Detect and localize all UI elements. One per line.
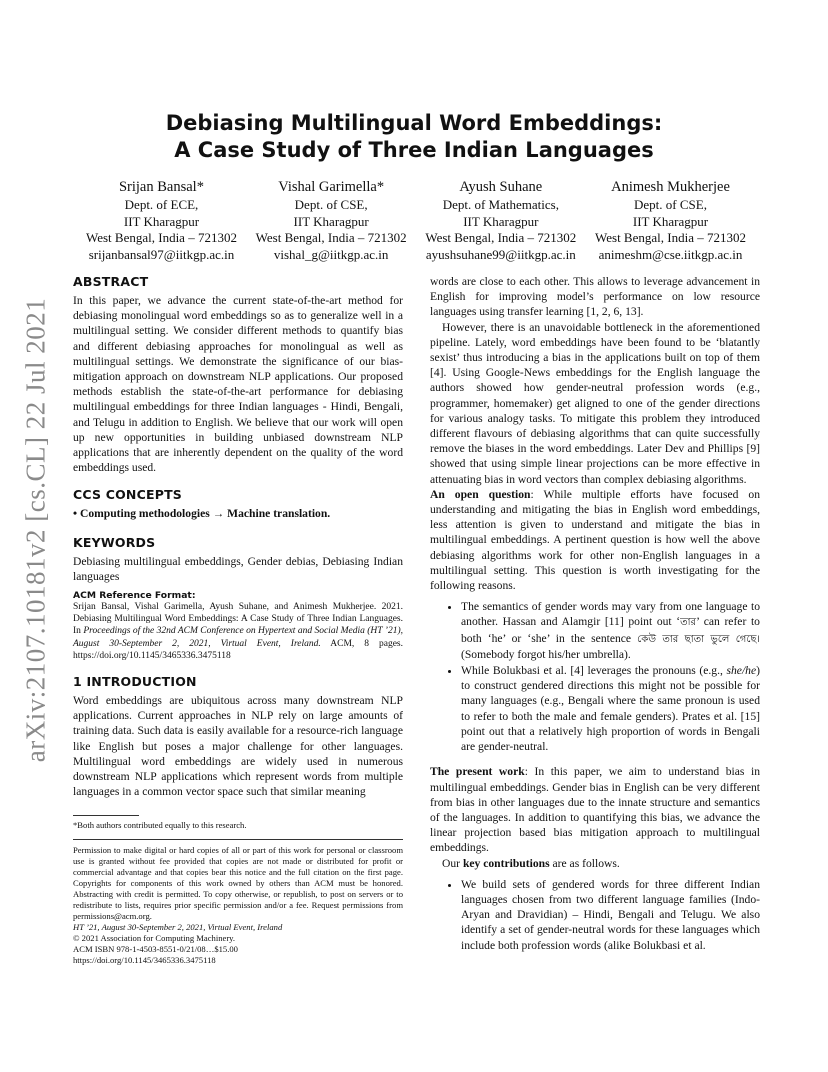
author-3: [425, 178, 576, 263]
open-question-label: An open question: [430, 487, 531, 501]
list-item: [461, 599, 760, 662]
bullet-text: ’ can refer to both ‘he’ or ‘she’ in the sentence: [461, 615, 760, 645]
open-question-paragraph: [430, 487, 760, 593]
author-inst: IIT Kharagpur: [123, 213, 200, 229]
author-name: Animesh Mukherjee: [611, 179, 730, 195]
permission-text: Permission to make digital or hard copies of all or part of this work for personal or classroom use is granted without fee provided that copies are not made or distributed for profit or commercial advantage and that copies bear this notice and the full citation on the first page. Copyrights for components of this work owned by others than ACM must be honored. Abstracting with credit is permitted. To copy otherwise, or republish, to post on servers or to redistribute to lists, requires prior specific permission and/or a fee. Request permissions from permissions@acm.org.: [73, 845, 403, 922]
arxiv-identifier: arXiv:2107.10181v2 [cs.CL] 22 Jul 2021: [20, 297, 51, 763]
permission-venue: HT ’21, August 30-September 2, 2021, Virtual Event, Ireland: [73, 922, 283, 933]
keywords-text: Debiasing multilingual embeddings, Gender debias, Debiasing Indian languages: [73, 554, 403, 583]
present-work-text: : In this paper, we aim to understand bias in multilingual embeddings. Gender bias in English can be very different from bias in other languages due to the innate structure and semantics of the languages. In addition to quantifying this bias, we advance the linear projection based bias mitigation approach to multilingual embeddings.: [430, 765, 760, 855]
author-inst: IIT Kharagpur: [632, 213, 709, 229]
contributions-text: Our: [442, 856, 463, 870]
present-work-paragraph: [430, 764, 760, 855]
reference-text: Srijan Bansal, Vishal Garimella, Ayush Suhane, and Animesh Mukherjee. 2021. Debiasing Multilingual Word Embeddings: A Case Study of Three Indian Languages. In: [73, 602, 403, 637]
arxiv-sidebar: [8, 270, 64, 790]
author-location: West Bengal, India – 721302: [595, 230, 746, 245]
bullet-text: The semantics of gender words may vary from one language to another. Hassan and Alamgir [11] point out ‘: [461, 600, 760, 629]
keywords-heading: KEYWORDS: [73, 534, 156, 550]
abstract-heading: ABSTRACT: [73, 274, 149, 289]
permission-block: [73, 839, 403, 966]
author-dept: Dept. of CSE,: [294, 197, 368, 212]
author-1: [86, 178, 237, 263]
present-work-label: The present work: [430, 765, 525, 779]
bullet-text: ) to construct gendered directions this might not be possible for many languages (e.g., Bengali where the same pronoun is used to refer to both the male and female genders). Prates et al. [15] point out that a relatively high proportion of words in Bengali are gender-neutral.: [461, 664, 760, 754]
author-location: West Bengal, India – 721302: [255, 230, 407, 245]
author-inst: IIT Kharagpur: [463, 213, 539, 229]
reference-tail: ACM, 8 pages. https://doi.org/10.1145/3465336.3475118: [73, 638, 403, 661]
footnote: *Both authors contributed equally to this research.: [73, 820, 247, 831]
bullet-text: While Bolukbasi et al. [4] leverages the pronouns (e.g.,: [461, 664, 727, 678]
author-block: [86, 178, 746, 263]
permission-doi: https://doi.org/10.1145/3465336.3475118: [73, 955, 216, 966]
contributions-label: key contributions: [462, 856, 550, 870]
contributions-list: [430, 877, 760, 953]
reference-venue: Proceedings of the 32nd ACM Conference on Hypertext and Social Media (HT ’21), August 30-September 2, 2021, Virtual Event, Ireland.: [73, 626, 403, 649]
left-column: [73, 274, 403, 966]
bengali-sentence: কেউ তার ছাতা ভুলে গেছে।: [637, 633, 760, 645]
abstract-text: In this paper, we advance the current state-of-the-art method for debiasing monolingual word embeddings so as to generalize well in a multilingual setting. We consider different methods to quantify bias and different debiasing approaches for monolingual as well as multilingual settings. We demonstrate the significance of our bias-mitigation approach on downstream NLP applications. Our proposed methods establish the state-of-the-art performance for debiasing multilingual embeddings for three Indian languages - Hindi, Bengali, and Telugu in addition to English. We believe that our work will open up new opportunities in building unbiased downstream NLP applications that are inherently dependent on the quality of the word embeddings used.: [73, 294, 403, 475]
title-line-2: A Case Study of Three Indian Languages: [174, 138, 654, 162]
author-email: ayushsuhane99@iitkgp.ac.in: [425, 246, 576, 262]
author-email: animeshm@cse.iitkgp.ac.in: [598, 246, 743, 262]
right-column: [430, 274, 760, 954]
reasons-list: [430, 599, 760, 754]
acm-reference-heading: ACM Reference Format:: [73, 590, 196, 602]
permission-isbn: ACM ISBN 978-1-4503-8551-0/21/08…$15.00: [73, 944, 238, 955]
list-item: • We build sets of gendered words for three different Indian languages chosen from two different language families (Indo-Aryan and Dravidian) – Hindi, Bengali and Telugu. We also identify a set of gender-neutral words for these languages which include both profession words (alike Bolukbasi et al.: [461, 877, 760, 953]
author-name: Srijan Bansal*: [118, 179, 204, 195]
author-location: West Bengal, India – 721302: [425, 230, 577, 245]
author-email: srijanbansal97@iitkgp.ac.in: [88, 246, 235, 262]
paper-title: [120, 110, 708, 164]
acm-reference: [73, 601, 403, 662]
title-line-1: Debiasing Multilingual Word Embeddings:: [165, 111, 663, 135]
author-dept: Dept. of Mathematics,: [442, 197, 559, 212]
contributions-intro: [430, 856, 760, 871]
introduction-heading: 1 INTRODUCTION: [73, 674, 197, 690]
open-question-text: : While multiple efforts have focused on understanding and mitigating the bias in English word embeddings, less attention is given to understand and mitigate the bias in multilingual embeddings. A pertinent question is how well the above debiasing algorithms work for other non-English languages in a multilingual setting. This question is worth investigating for the following reasons.: [430, 487, 760, 593]
ccs-heading: CCS CONCEPTS: [73, 487, 182, 503]
intro-paragraph-1: Word embeddings are ubiquitous across many downstream NLP applications. Current approaches in NLP rely on large amounts of training data. Such data is easily available for a resource-rich language like English but poses a major challenge for other languages. Multilingual word embeddings are widely used in numerous downstream NLP applications which represent words from multiple languages in a common vector space such that similar meaning: [73, 694, 403, 799]
ccs-text: • Computing methodologies → Machine translation.: [73, 507, 331, 521]
intro-paragraph-2: However, there is an unavoidable bottleneck in the aforementioned pipeline. Lately, word embeddings have been found to be ‘blatantly sexist’ thus introducing a bias in the applications built on top of them [4]. Using Google-News embeddings for the English language the authors showed how gender-neutral profession words (e.g., programmer, homemaker) get aligned to one of the gender directions for various analogy tasks. To mitigate this problem they introduced different flavours of debiasing algorithms that can quite successfully remove the biases in the word embeddings. Later Dev and Phillips [9] showed that using simple linear projections can be more effective in attenuating bias in word vectors than complex debiasing algorithms.: [430, 320, 760, 486]
author-dept: Dept. of ECE,: [124, 197, 199, 212]
list-item: [461, 663, 760, 754]
author-inst: IIT Kharagpur: [293, 213, 369, 229]
intro-paragraph-1-continued: words are close to each other. This allows to leverage advancement in English for improving model’s performance on low resource languages using transfer learning [1, 2, 6, 13].: [430, 275, 760, 319]
permission-copyright: © 2021 Association for Computing Machinery.: [73, 933, 236, 944]
bullet-text: (Somebody forgot his/her umbrella).: [461, 647, 631, 661]
author-name: Vishal Garimella*: [278, 179, 385, 195]
bengali-word: তার: [680, 617, 697, 629]
author-name: Ayush Suhane: [459, 179, 543, 195]
author-2: [256, 178, 407, 263]
author-email: vishal_g@iitkgp.ac.in: [273, 246, 389, 262]
author-dept: Dept. of CSE,: [634, 197, 707, 212]
author-4: [595, 178, 746, 263]
bullet-italic: she/he: [726, 664, 757, 678]
author-location: West Bengal, India – 721302: [86, 230, 237, 245]
footnote-rule: [73, 815, 139, 816]
contributions-text: are as follows.: [549, 856, 620, 870]
